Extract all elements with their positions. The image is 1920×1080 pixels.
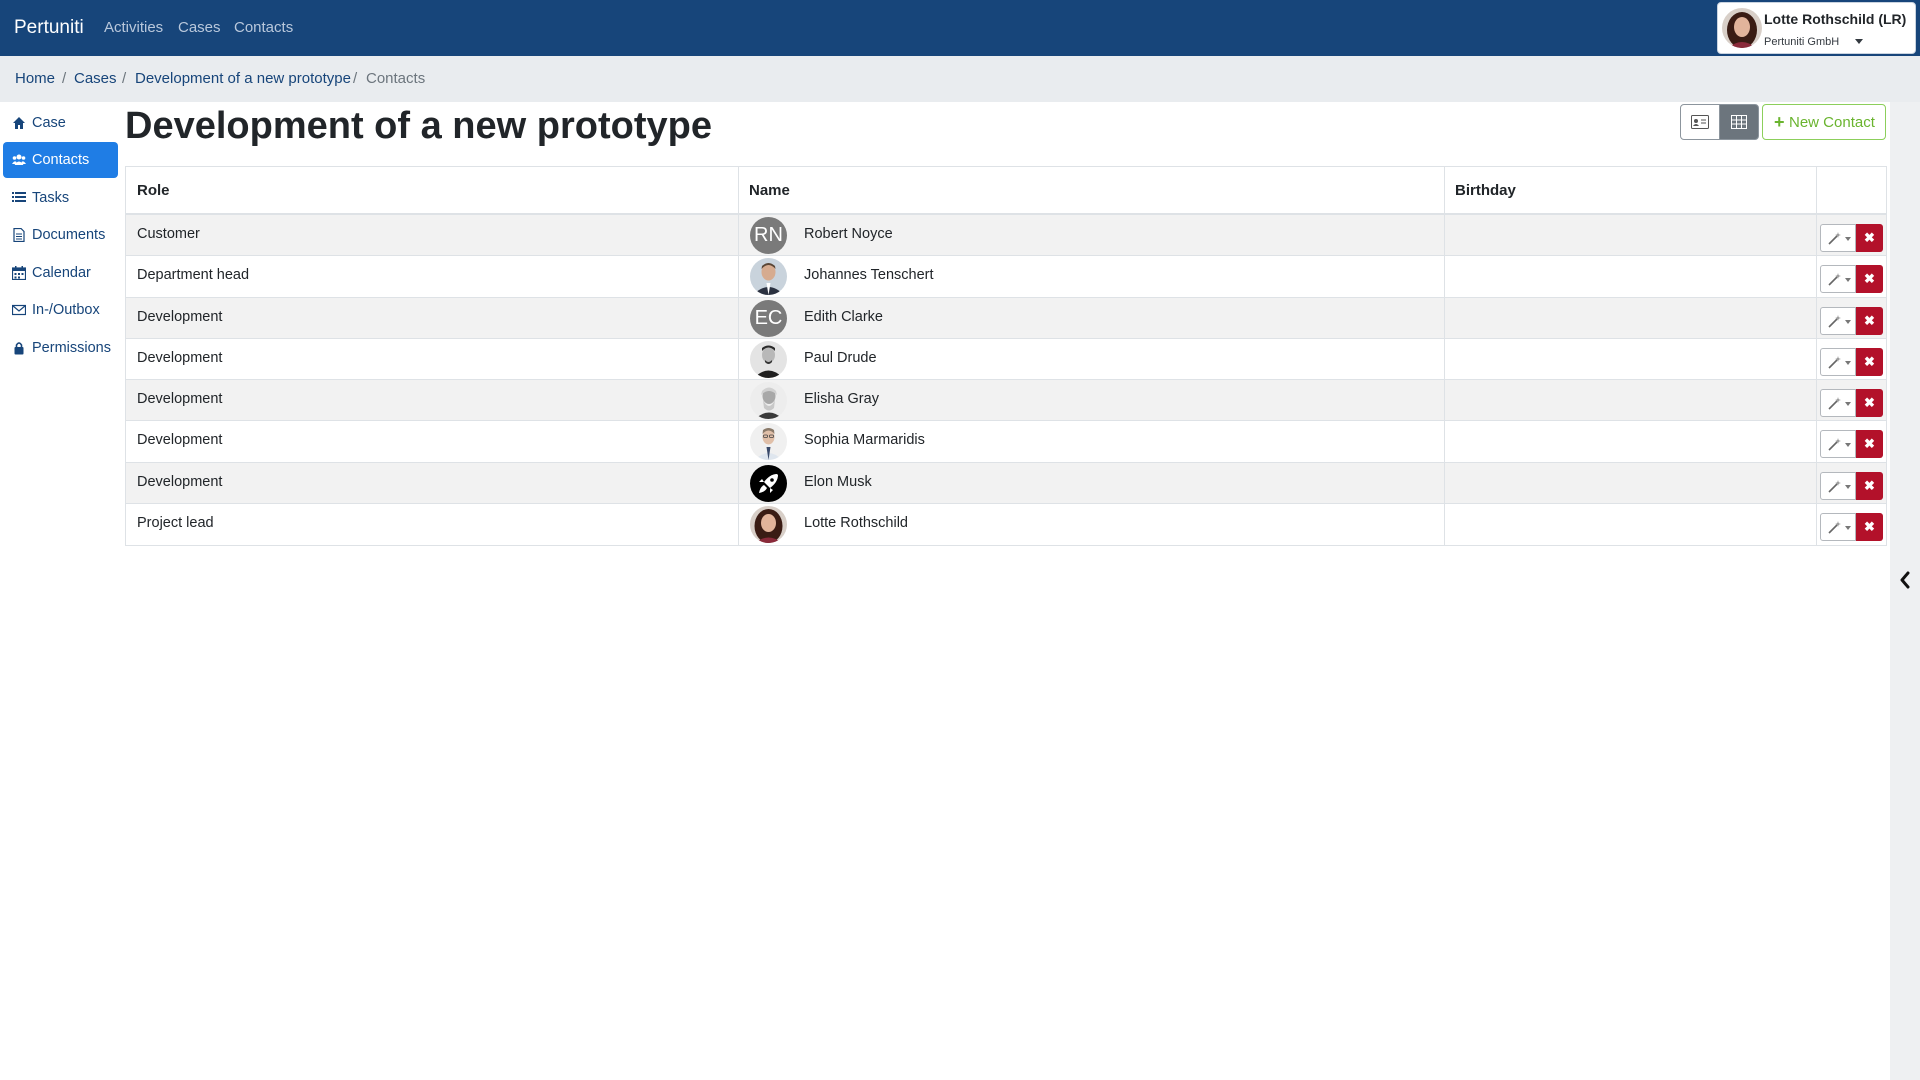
delete-button[interactable]: ✖ bbox=[1856, 348, 1883, 376]
chevron-left-icon[interactable] bbox=[1898, 570, 1912, 590]
nav-link-activities[interactable]: Activities bbox=[104, 19, 164, 36]
page-title: Development of a new prototype bbox=[125, 105, 712, 147]
sidebar-item-calendar[interactable] bbox=[3, 255, 118, 291]
sidebar-item-permissions[interactable] bbox=[3, 330, 118, 366]
person-photo-icon bbox=[750, 258, 787, 295]
contacts-table bbox=[125, 166, 1887, 546]
breadcrumb-home[interactable]: Home bbox=[15, 70, 56, 87]
column-divider bbox=[738, 298, 739, 338]
avatar bbox=[750, 300, 787, 337]
person-photo-icon bbox=[750, 423, 787, 460]
sidebar-item-label: Tasks bbox=[32, 190, 70, 206]
column-divider bbox=[738, 339, 739, 379]
nav-link-cases[interactable]: Cases bbox=[178, 19, 221, 36]
table-row[interactable] bbox=[126, 339, 1886, 380]
column-divider bbox=[1444, 339, 1445, 379]
chevron-down-icon bbox=[1855, 39, 1863, 44]
avatar bbox=[750, 465, 787, 502]
edit-dropdown-button[interactable] bbox=[1820, 265, 1856, 293]
column-divider bbox=[738, 167, 739, 213]
magic-wand-icon bbox=[1828, 438, 1841, 451]
name-cell[interactable]: Lotte Rothschild bbox=[804, 515, 908, 532]
chevron-down-icon bbox=[1845, 485, 1851, 489]
edit-dropdown-button[interactable] bbox=[1820, 472, 1856, 500]
chevron-down-icon bbox=[1845, 526, 1851, 530]
collapsed-side-panel[interactable] bbox=[1890, 102, 1920, 1080]
magic-wand-icon bbox=[1828, 356, 1841, 369]
user-photo-icon bbox=[1722, 8, 1762, 48]
edit-dropdown-button[interactable] bbox=[1820, 348, 1856, 376]
table-row[interactable] bbox=[126, 298, 1886, 339]
name-cell[interactable]: Edith Clarke bbox=[804, 308, 883, 325]
edit-dropdown-button[interactable] bbox=[1820, 513, 1856, 541]
magic-wand-icon bbox=[1828, 315, 1841, 328]
column-header-name[interactable]: Name bbox=[749, 182, 790, 199]
edit-dropdown-button[interactable] bbox=[1820, 307, 1856, 335]
column-divider bbox=[1816, 463, 1817, 503]
table-row[interactable] bbox=[126, 215, 1886, 256]
column-divider bbox=[1444, 256, 1445, 296]
table-header bbox=[126, 167, 1886, 215]
envelope-icon bbox=[12, 303, 26, 317]
edit-dropdown-button[interactable] bbox=[1820, 389, 1856, 417]
chevron-down-icon bbox=[1845, 361, 1851, 365]
column-header-birthday[interactable]: Birthday bbox=[1455, 182, 1516, 199]
column-divider bbox=[1816, 339, 1817, 379]
role-cell: Project lead bbox=[137, 515, 214, 532]
delete-button[interactable]: ✖ bbox=[1856, 513, 1883, 541]
magic-wand-icon bbox=[1828, 232, 1841, 245]
brand-logo[interactable]: Pertuniti bbox=[14, 17, 84, 38]
role-cell: Development bbox=[137, 473, 223, 490]
sidebar-item-contacts[interactable] bbox=[3, 142, 118, 178]
delete-button[interactable]: ✖ bbox=[1856, 430, 1883, 458]
magic-wand-icon bbox=[1828, 480, 1841, 493]
card-view-button[interactable] bbox=[1680, 104, 1720, 140]
new-contact-label: New Contact bbox=[1789, 114, 1875, 131]
users-icon bbox=[12, 153, 26, 167]
column-divider bbox=[1444, 504, 1445, 545]
role-cell: Department head bbox=[137, 267, 250, 284]
edit-dropdown-button[interactable] bbox=[1820, 224, 1856, 252]
column-divider bbox=[1444, 463, 1445, 503]
table-view-button[interactable] bbox=[1719, 104, 1759, 140]
breadcrumb-separator: / bbox=[353, 70, 358, 87]
breadcrumb-case[interactable]: Development of a new prototype bbox=[135, 70, 351, 87]
chevron-down-icon bbox=[1845, 320, 1851, 324]
table-icon bbox=[1731, 115, 1747, 129]
document-icon bbox=[12, 228, 26, 242]
breadcrumb-current: Contacts bbox=[366, 70, 426, 87]
chevron-down-icon bbox=[1845, 278, 1851, 282]
nav-link-contacts[interactable]: Contacts bbox=[234, 19, 294, 36]
delete-button[interactable]: ✖ bbox=[1856, 472, 1883, 500]
name-cell[interactable]: Sophia Marmaridis bbox=[804, 432, 925, 449]
chevron-down-icon bbox=[1845, 402, 1851, 406]
table-row[interactable] bbox=[126, 504, 1886, 545]
avatar-initials: EC bbox=[754, 306, 783, 329]
user-menu[interactable] bbox=[1717, 2, 1916, 54]
column-divider bbox=[1444, 421, 1445, 461]
avatar bbox=[750, 506, 787, 543]
avatar bbox=[750, 217, 787, 254]
person-photo-icon bbox=[750, 506, 787, 543]
breadcrumb-separator: / bbox=[122, 70, 127, 87]
id-card-icon bbox=[1691, 115, 1709, 129]
table-row[interactable] bbox=[126, 421, 1886, 462]
table-row[interactable] bbox=[126, 256, 1886, 297]
column-divider bbox=[1816, 421, 1817, 461]
role-cell: Development bbox=[137, 391, 223, 408]
column-divider bbox=[1444, 215, 1445, 255]
name-cell[interactable]: Elisha Gray bbox=[804, 391, 879, 408]
name-cell[interactable]: Johannes Tenschert bbox=[804, 267, 934, 284]
avatar bbox=[750, 341, 787, 378]
plus-icon: + bbox=[1774, 112, 1785, 132]
column-divider bbox=[1816, 215, 1817, 255]
column-divider bbox=[1816, 380, 1817, 420]
table-row[interactable] bbox=[126, 463, 1886, 504]
magic-wand-icon bbox=[1828, 521, 1841, 534]
role-cell: Customer bbox=[137, 226, 200, 242]
chevron-down-icon bbox=[1845, 443, 1851, 447]
user-name: Lotte Rothschild (LR) bbox=[1764, 11, 1907, 27]
sidebar-item-label: Permissions bbox=[32, 340, 111, 356]
user-company: Pertuniti GmbH bbox=[1764, 36, 1840, 48]
magic-wand-icon bbox=[1828, 397, 1841, 410]
column-divider bbox=[738, 504, 739, 545]
breadcrumb-cases[interactable]: Cases bbox=[74, 70, 117, 87]
sidebar-item-label: In-/Outbox bbox=[32, 302, 100, 318]
breadcrumb bbox=[0, 56, 1920, 102]
breadcrumb-separator: / bbox=[62, 70, 67, 87]
column-header-role[interactable]: Role bbox=[137, 182, 170, 199]
column-divider bbox=[738, 463, 739, 503]
name-cell[interactable]: Elon Musk bbox=[804, 473, 872, 490]
rocket-icon bbox=[750, 465, 787, 502]
column-divider bbox=[738, 380, 739, 420]
column-divider bbox=[738, 256, 739, 296]
delete-button[interactable]: ✖ bbox=[1856, 307, 1883, 335]
column-divider bbox=[1444, 380, 1445, 420]
home-icon bbox=[12, 116, 26, 130]
lock-icon bbox=[12, 341, 26, 355]
sidebar-item-label: Calendar bbox=[32, 265, 91, 281]
name-cell[interactable]: Paul Drude bbox=[804, 349, 877, 366]
person-photo-icon bbox=[750, 341, 787, 378]
role-cell: Development bbox=[137, 308, 223, 325]
role-cell: Development bbox=[137, 349, 223, 366]
avatar bbox=[750, 423, 787, 460]
sidebar-item-inoutbox[interactable] bbox=[3, 292, 118, 328]
sidebar-item-label: Documents bbox=[32, 227, 106, 243]
sidebar-item-label: Case bbox=[32, 115, 66, 131]
column-divider bbox=[1444, 167, 1445, 213]
person-photo-icon bbox=[750, 382, 787, 419]
chevron-down-icon bbox=[1845, 237, 1851, 241]
user-avatar bbox=[1722, 8, 1762, 48]
delete-button[interactable]: ✖ bbox=[1856, 224, 1883, 252]
column-divider bbox=[1816, 256, 1817, 296]
magic-wand-icon bbox=[1828, 273, 1841, 286]
edit-dropdown-button[interactable] bbox=[1820, 430, 1856, 458]
sidebar-item-case[interactable] bbox=[3, 105, 118, 141]
table-row[interactable] bbox=[126, 380, 1886, 421]
delete-button[interactable]: ✖ bbox=[1856, 265, 1883, 293]
role-cell: Development bbox=[137, 432, 223, 449]
column-divider bbox=[738, 215, 739, 255]
sidebar-item-label: Contacts bbox=[32, 152, 90, 168]
sidebar-item-tasks[interactable] bbox=[3, 180, 118, 216]
new-contact-button[interactable] bbox=[1762, 104, 1886, 140]
sidebar-item-documents[interactable] bbox=[3, 217, 118, 253]
top-navbar bbox=[0, 0, 1920, 56]
list-icon bbox=[12, 191, 26, 205]
avatar bbox=[750, 382, 787, 419]
delete-button[interactable]: ✖ bbox=[1856, 389, 1883, 417]
column-divider bbox=[1444, 298, 1445, 338]
column-divider bbox=[1816, 167, 1817, 213]
avatar bbox=[750, 258, 787, 295]
column-divider bbox=[738, 421, 739, 461]
column-divider bbox=[1816, 298, 1817, 338]
calendar-icon bbox=[12, 266, 26, 280]
avatar-initials: RN bbox=[754, 224, 783, 246]
column-divider bbox=[1816, 504, 1817, 545]
name-cell[interactable]: Robert Noyce bbox=[804, 226, 893, 242]
